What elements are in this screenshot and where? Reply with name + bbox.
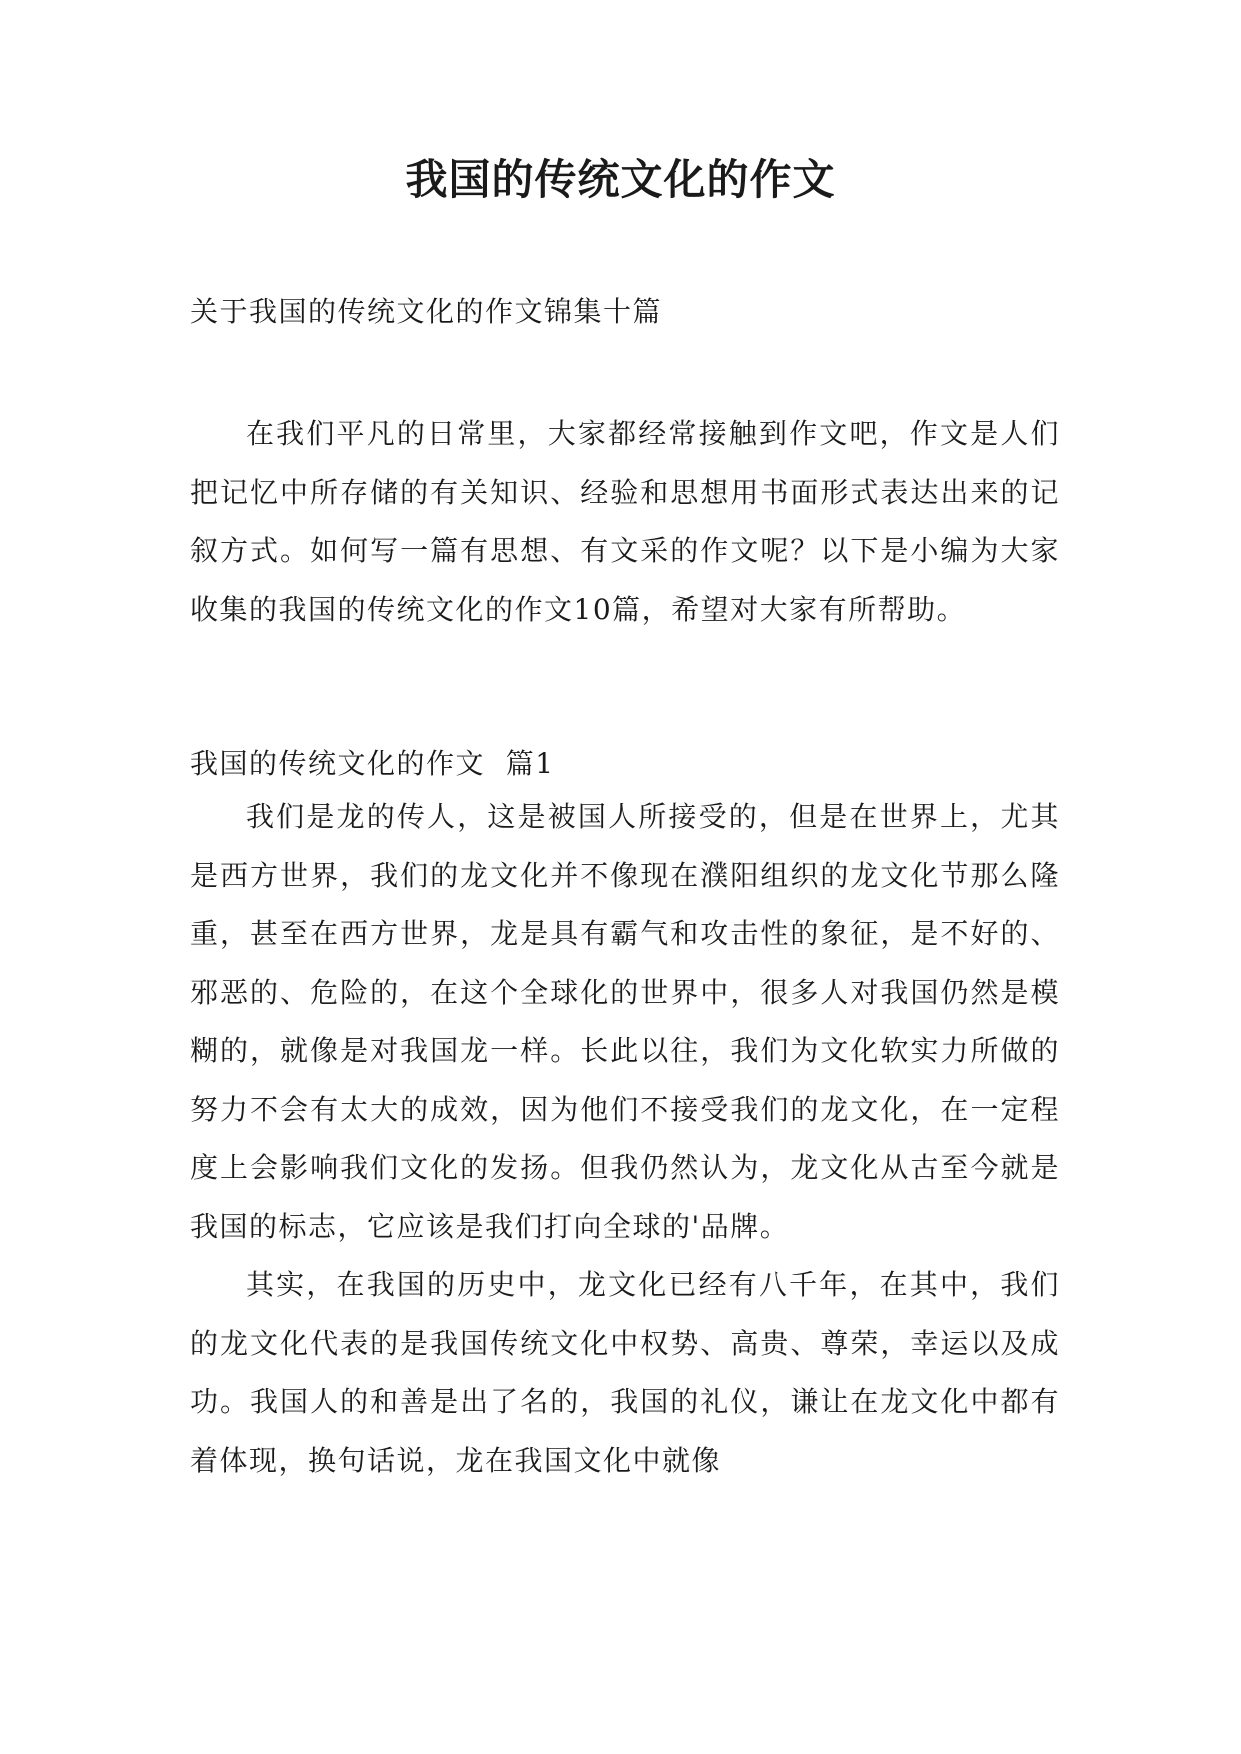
document-title: 我国的传统文化的作文 [405,155,836,204]
section-paragraph: 其实，在我国的历史中，龙文化已经有八千年，在其中，我们的龙文化代表的是我国传统文化中权势、高贵、尊荣，幸运以及成功。我国人的和善是出了名的，我国的礼仪，谦让在龙文化中都有着体现，换句话说，龙在我国文化中就像 [190,1268,1060,1477]
document-subtitle: 关于我国的传统文化的作文锦集十篇 [190,295,663,328]
intro-block [190,405,1060,639]
section-paragraph: 我们是龙的传人，这是被国人所接受的，但是在世界上，尤其是西方世界，我们的龙文化并不像现在濮阳组织的龙文化节那么隆重，甚至在西方世界，龙是具有霸气和攻击性的象征，是不好的、邪恶的、危险的，在这个全球化的世界中，很多人对我国仍然是模糊的，就像是对我国龙一样。长此以往，我们为文化软实力所做的努力不会有太大的成效，因为他们不接受我们的龙文化，在一定程度上会影响我们文化的发扬。但我仍然认为，龙文化从古至今就是我国的标志，它应该是我们打向全球的'品牌。 [190,800,1060,1243]
intro-paragraph: 在我们平凡的日常里，大家都经常接触到作文吧，作文是人们把记忆中所存储的有关知识、经验和思想用书面形式表达出来的记叙方式。如何写一篇有思想、有文采的作文呢？以下是小编为大家收集的我国的传统文化的作文10篇，希望对大家有所帮助。 [190,417,1060,626]
section-heading: 我国的传统文化的作文 篇1 [190,747,555,780]
section-body [190,788,1060,1490]
